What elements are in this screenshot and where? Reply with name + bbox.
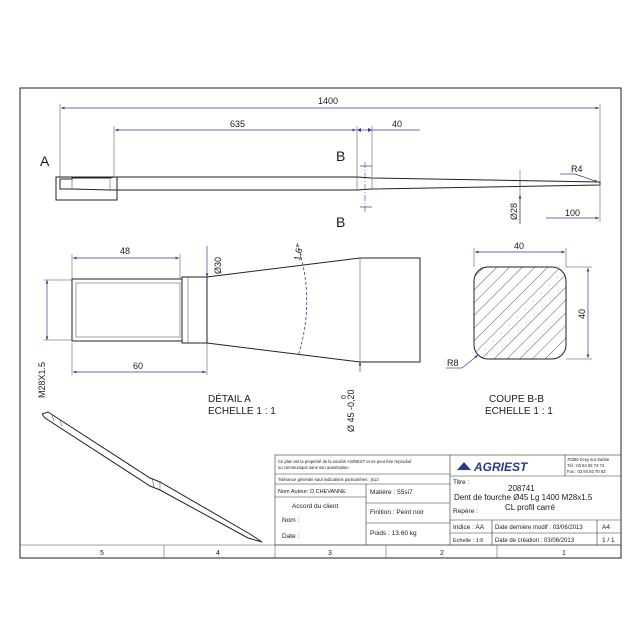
dim-100: 100 (565, 208, 581, 218)
dim-thread: M28X1.5 (37, 361, 47, 398)
dim-angle: 1,6° (292, 243, 305, 262)
isometric-view (42, 412, 262, 542)
zone-label-1: 1 (562, 550, 566, 557)
dim-635: 635 (230, 119, 246, 129)
detail-a-view (72, 243, 420, 362)
section-marker-b-bottom: B (336, 214, 346, 230)
fork-tine-elevation (56, 177, 600, 200)
client-name-label: Nom : (282, 517, 300, 524)
detail-marker-a: A (40, 153, 50, 169)
zone-label-2: 2 (440, 550, 444, 557)
detail-a-scale: ECHELLE 1 : 1 (208, 406, 276, 417)
zone-label-4: 4 (216, 550, 220, 557)
dim-overall-length: 1400 (318, 96, 339, 106)
ownership-notice: Ce plan est la propriété de la société AGRIEST et ne peut être reproduit (278, 459, 412, 464)
company-fax: Fax : 03 84 92 70 53 (567, 469, 606, 474)
part-description: Dent de fourche Ø45 Lg 1400 M28x1.5 (454, 493, 593, 502)
ownership-notice-2: ou communiqué sans son autorisation (278, 465, 349, 470)
paper-format: A4 (602, 524, 610, 531)
title-label: Titre : (453, 479, 470, 486)
drawing-scale: Echelle : 1:6 (453, 538, 484, 544)
detail-a-title: DÉTAIL A (208, 394, 251, 405)
dim-60: 60 (133, 361, 144, 371)
creation-date: Date de création : 03/06/2013 (495, 538, 575, 544)
repere-label: Repère : (453, 508, 478, 515)
tolerance-note: Tolérance générale sauf indications particulières : js13 (278, 477, 379, 482)
dim-d28: Ø28 (509, 202, 519, 220)
zone-label-5: 5 (100, 550, 104, 557)
revision-index: Indice : AA (453, 524, 485, 531)
zone-label-3: 3 (328, 550, 332, 557)
section-bb-view (474, 267, 566, 359)
client-approval: Accord du client (292, 503, 339, 510)
dim-r8: R8 (447, 358, 459, 368)
agriest-logo-icon (457, 462, 471, 470)
section-marker-b-top: B (336, 148, 346, 164)
part-reference: 208741 (508, 484, 535, 493)
weight: Poids : 13.60 kg (370, 530, 417, 537)
section-bb-title: COUPE B-B (489, 394, 545, 405)
author-name: Nom Auteur: D.CHEVANNE (278, 489, 346, 495)
dim-40: 40 (392, 119, 403, 129)
dim-d45: Ø 45 -0,20 (346, 389, 356, 432)
dim-square-height: 40 (577, 308, 587, 319)
dim-d30: Ø30 (213, 256, 223, 274)
sheet-number: 1 / 1 (602, 537, 615, 544)
part-description-2: CL profil carré (505, 503, 555, 512)
material: Matière : 55si7 (370, 489, 413, 496)
dim-48: 48 (120, 246, 131, 256)
last-modified-date: Date dernière modif : 03/06/2013 (495, 525, 583, 531)
client-date-label: Date : (282, 533, 300, 540)
dim-d45-upper-tol: 0 (341, 395, 348, 399)
finish: Finition : Peint noir (370, 509, 424, 516)
company-phone: Tél : 03 84 92 74 74 (567, 463, 605, 468)
section-bb-scale: ECHELLE 1 : 1 (485, 406, 553, 417)
dim-square-width: 40 (514, 241, 525, 251)
company-address: 70360 Scey sur Saône (567, 457, 610, 462)
dim-r4: R4 (571, 164, 583, 174)
company-logo-text: AGRIEST (474, 460, 528, 474)
